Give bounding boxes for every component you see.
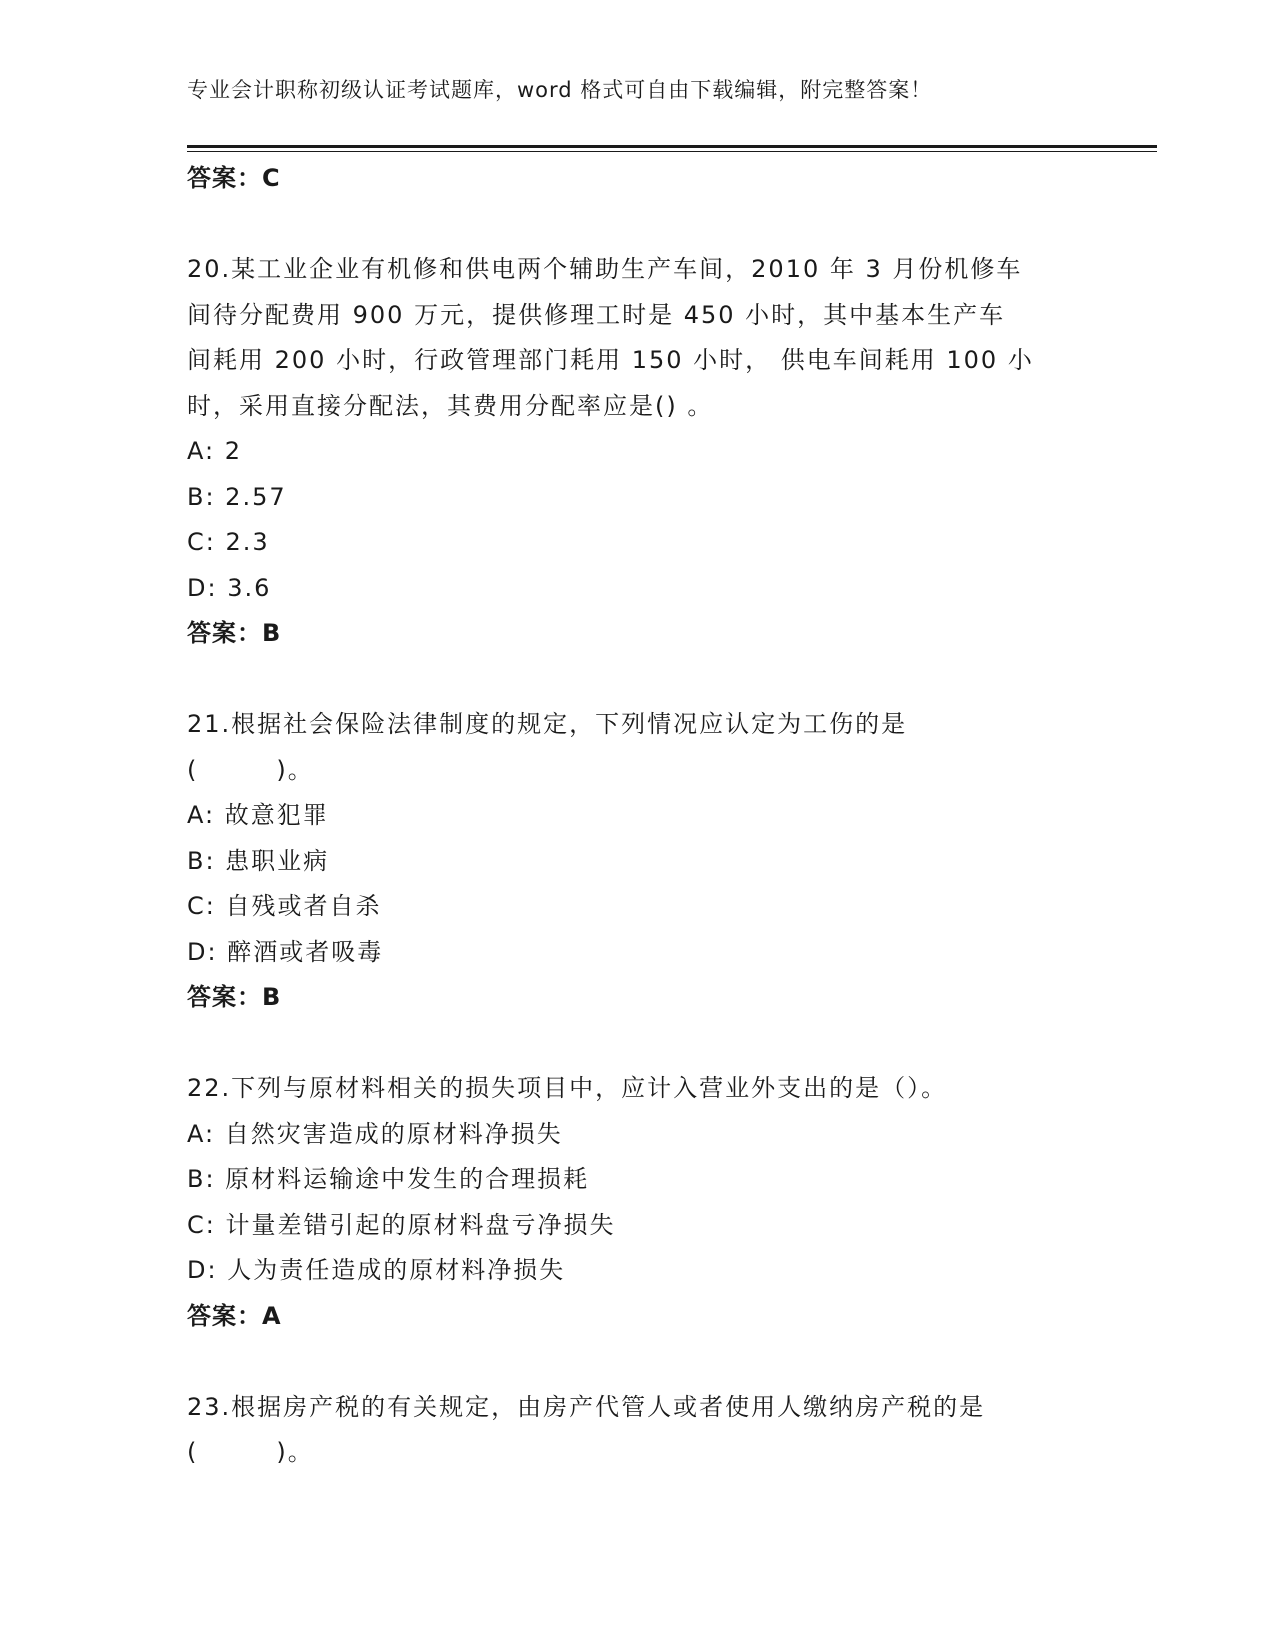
question-stem-line: 间耗用 200 小时，行政管理部门耗用 150 小时， 供电车间耗用 100 小: [187, 346, 1034, 374]
question-stem-line: 间待分配费用 900 万元，提供修理工时是 450 小时，其中基本生产车: [187, 300, 1006, 329]
answer-line: 答案：B: [187, 619, 282, 647]
document-content: [187, 156, 1087, 1476]
option-b: B: 原材料运输途中发生的合理损耗: [187, 1165, 590, 1193]
question-stem-line: 20.某工业企业有机修和供电两个辅助生产车间，2010 年 3 月份机修车: [187, 255, 1023, 283]
question-stem-line: 21.根据社会保险法律制度的规定，下列情况应认定为工伤的是: [187, 710, 908, 738]
spacer: [187, 1339, 1087, 1385]
option-d: D: 人为责任造成的原材料净损失: [187, 1256, 566, 1284]
header-rule-thick: [187, 145, 1157, 148]
spacer: [187, 657, 1087, 703]
option-c: C: 自残或者自杀: [187, 892, 382, 920]
question-stem-line: ( )。: [187, 755, 314, 784]
question-21: [187, 702, 1087, 1021]
option-a: A: 故意犯罪: [187, 801, 329, 829]
spacer: [187, 202, 1087, 248]
option-b: B: 患职业病: [187, 846, 330, 875]
spacer: [187, 1021, 1087, 1067]
option-c: C: 计量差错引起的原材料盘亏净损失: [187, 1210, 616, 1239]
question-20: [187, 247, 1087, 657]
option-a: A: 2: [187, 437, 242, 465]
question-22: [187, 1066, 1087, 1339]
question-stem-line: 23.根据房产税的有关规定，由房产代管人或者使用人缴纳房产税的是: [187, 1392, 986, 1421]
option-d: D: 醉酒或者吸毒: [187, 937, 384, 966]
question-stem-line: 时，采用直接分配法，其费用分配率应是() 。: [187, 391, 714, 420]
option-d: D: 3.6: [187, 573, 272, 602]
answer-line: 答案：C: [187, 164, 281, 192]
question-stem-line: 22.下列与原材料相关的损失项目中，应计入营业外支出的是（）。: [187, 1074, 948, 1102]
option-a: A: 自然灾害造成的原材料净损失: [187, 1119, 563, 1148]
question-23: [187, 1385, 1087, 1476]
option-b: B: 2.57: [187, 482, 287, 511]
header-rule-thin: [187, 151, 1157, 152]
answer-line: 答案：B: [187, 983, 282, 1011]
option-c: C: 2.3: [187, 528, 270, 556]
answer-line: 答案：A: [187, 1301, 282, 1330]
question-stem-line: ( )。: [187, 1438, 314, 1466]
page-header: 专业会计职称初级认证考试题库，word 格式可自由下载编辑，附完整答案！: [187, 78, 933, 102]
